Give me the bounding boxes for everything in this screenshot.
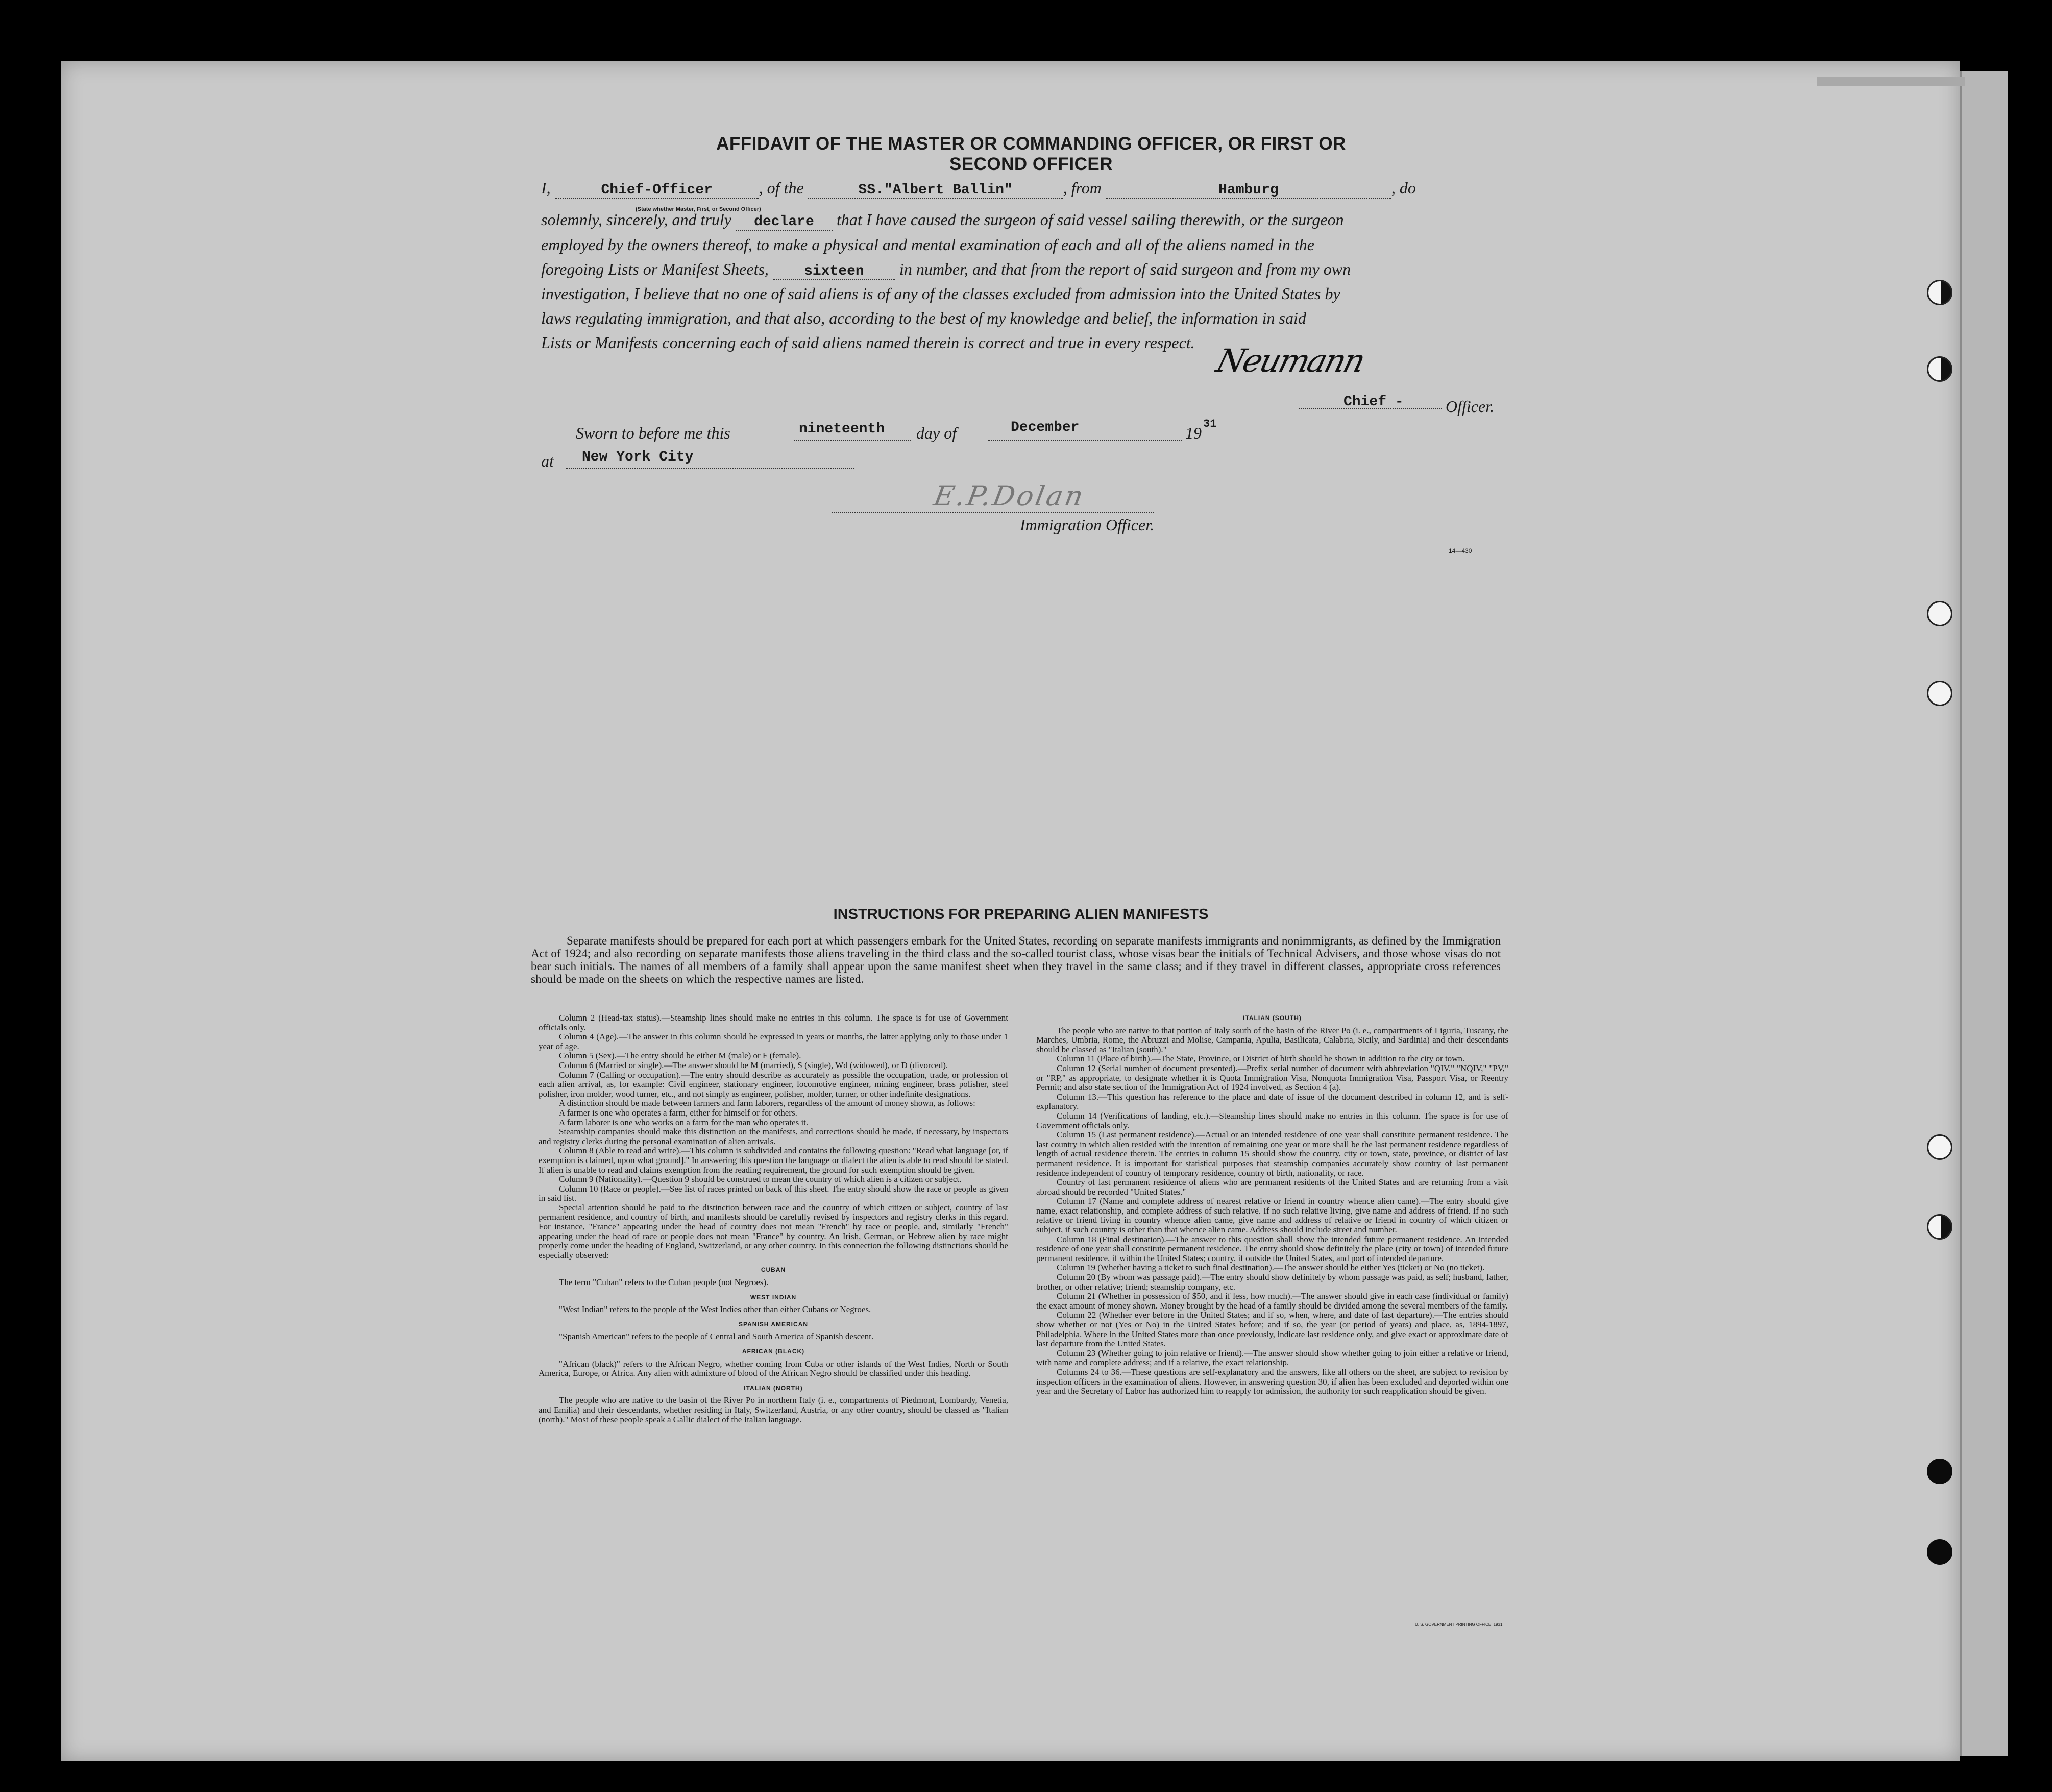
text-foregoing: foregoing Lists or Manifest Sheets, [541,260,769,278]
year-prefix: 19 [1185,424,1202,442]
right-paragraph: The people who are native to that portion of Italy south of the basin of the River Po (i. e., compartments of Liguria, Tuscany, the Marches, Umbria, Rome, the Abruzzi and Molise, Campania, Apulia, Basilicata, Calabria, Sicily, and Sardinia) and their descendants should be classed as "Italian (south)." [1036,1025,1508,1054]
printer-line: U. S. GOVERNMENT PRINTING OFFICE: 1931 [1415,1622,1503,1627]
form-number: 14—430 [1449,547,1472,554]
instructions-right-column [1036,1013,1508,1396]
month-field: December [1011,420,1080,435]
binder-hole-7 [1927,1459,1952,1484]
officer-rank-field: Chief - [1343,394,1404,410]
master-signature: Neumann [1212,342,1369,379]
binder-hole-1 [1927,280,1952,305]
affidavit-line-4 [541,260,1351,280]
left-paragraph: Column 2 (Head-tax status).—Steamship lines should make no entries in this column. The space is for use of Government officials only. [539,1013,1008,1032]
italian-north-text: The people who are native to the basin of the River Po in northern Italy (i. e., compartments of Piedmont, Lombardy, Venetia, and Emilia) and their descendants, whether residing in Italy, Switzerland, Austria, or any other country, should be classed as "Italian (north)." Most of these people speak a Gallic dialect of the Italian language. [539,1395,1008,1424]
text-i: I, [541,179,551,197]
spanish-american-text: "Spanish American" refers to the people of Central and South America of Spanish descent. [559,1331,874,1342]
left-paragraph: Special attention should be paid to the distinction between race and the country of which citizen or subject, country of last permanent residence, and country of birth, and manifests should be carefully revised by inspectors and registry clerks in this regard. For instance, "France" appearing under the head of country does not mean "French" by race or people, and, similarly "French" appearing under the head of race or people does not mean "France" by country. An Irish, German, or Hebrew alien by race might properly come under the heading of England, Switzerland, or any other country. In this connection the following distinctions should be especially observed: [539,1202,1008,1260]
at-label: at [541,452,554,470]
right-paragraph: Column 14 (Verifications of landing, etc.).—Steamship lines should make no entries in this column. The space is for use of Government officials only. [1036,1110,1508,1130]
left-paragraph: A farm laborer is one who works on a farm for the man who operates it. [559,1117,809,1127]
italian-north-heading: ITALIAN (NORTH) [744,1384,803,1392]
vessel-field: SS."Albert Ballin" [808,182,1063,199]
binder-hole-3 [1927,601,1952,626]
right-paragraph: Column 17 (Name and complete address of nearest relative or friend in country whence alien came).—The entry should give name, exact relationship, and complete address of such relative. If no such relative living, give name and address of friend. If no such relative or friend living in country whence alien came, give name and address of relative or friend in country of which citizen or subject, if such country is other than that whence alien came. Address should include street and number. [1036,1196,1508,1235]
right-paragraph: Column 18 (Final destination).—The answer to this question shall show the intended future permanent residence. An intended residence of one year shall constitute permanent residence. The entry should show definitely the place (city or town) of intended future permanent residence, if within the United States; country, if outside the United States, and port of intended departure. [1036,1234,1508,1263]
binder-hole-2 [1927,356,1952,382]
port-field: Hamburg [1106,182,1391,199]
text-laws: laws regulating immigration, and that also, according to the best of my knowledge and belief, the information in said [541,309,1306,327]
rank-note: (State whether Master, First, or Second Officer) [636,206,761,212]
affidavit-line-6 [541,309,1306,328]
month-line [988,440,1182,441]
left-paragraph: Column 9 (Nationality).—Question 9 should be construed to mean the country of which alien is a citizen or subject. [559,1174,962,1184]
page-edge-top [1817,77,1965,86]
text-solemnly: solemnly, sincerely, and truly [541,210,731,229]
sheets-field: sixteen [773,263,895,280]
left-paragraph: Column 4 (Age).—The answer in this column should be expressed in years or months, the latter applying only to those under 1 year of age. [539,1032,1008,1051]
right-paragraph: Column 20 (By whom was passage paid).—The entry should show definitely by whom passage was paid, as self; husband, father, brother, or other relative; friend; steamship company, etc. [1036,1272,1508,1292]
affidavit-line-1: I, Chief-Officer , of the SS."Albert Ballin" , from Hamburg , do [541,179,1416,198]
instructions-title: INSTRUCTIONS FOR PREPARING ALIEN MANIFESTS [833,906,1209,923]
left-paragraph: A distinction should be made between farmers and farm laborers, regardless of the amount of money shown, as follows: [559,1098,975,1108]
rank-field: Chief-Officer [555,182,759,199]
cuban-heading: CUBAN [761,1266,786,1274]
left-paragraph: Column 6 (Married or single).—The answer should be M (married), S (single), Wd (widowed), or D (divorced). [559,1060,948,1070]
left-paragraph: Column 10 (Race or people).—See list of races printed on back of this sheet. The entry should show the race or people as given in said list. [539,1183,1008,1203]
right-paragraph: Columns 24 to 36.—These questions are self-explanatory and the answers, like all others on the sheet, are subject to revision by inspection officers in the examination of aliens. However, in answering question 30, if alien has been excluded and deported within one year and the Secretary of Labor has authorized him to reapply for admission, the authority for such reapplication should be given. [1036,1367,1508,1396]
affidavit-line-7 [541,333,1195,352]
left-paragraph: Column 5 (Sex).—The entry should be either M (male) or F (female). [559,1051,801,1061]
text-lists: Lists or Manifests concerning each of said aliens named therein is correct and true in every respect. [541,333,1195,352]
binder-hole-4 [1927,681,1952,706]
left-paragraph: A farmer is one who operates a farm, either for himself or for others. [559,1107,797,1118]
right-paragraph: Column 11 (Place of birth).—The State, Province, or District of birth should be shown in addition to the city or town. [1057,1054,1465,1064]
affidavit-title: AFFIDAVIT OF THE MASTER OR COMMANDING OFFICER, OR FIRST OR SECOND OFFICER [716,134,1346,174]
binder-hole-8 [1927,1539,1952,1565]
text-do: do [1399,179,1416,197]
place-line [566,468,854,469]
right-paragraph: Column 15 (Last permanent residence).—Actual or an intended residence of one year shall constitute permanent residence. The last country in which alien resided with the intention of remaining one year or more shall be the last permanent residence regardless of length of actual residence therein. The entries in column 15 should show the country, city or town, state, province, or district of last permanent residence. It is important for statistical purposes that steamship companies accurately show country of last permanent residence independent of country of temporary residence, country of birth, nationality, or race. [1036,1130,1508,1178]
affidavit-line-3 [541,235,1314,254]
page-edge [1960,71,2008,1756]
sworn-text: Sworn to before me this [576,424,730,442]
left-paragraph: Column 8 (Able to read and write).—This column is subdivided and contains the following question: "Read what language [or, if exemption is claimed, upon what ground]." In answering this question the language or dialect the alien is able to read should be stated. If alien is unable to read and claims exemption from the reading requirement, the ground for such exemption should be given. [539,1146,1008,1175]
right-paragraph: Column 22 (Whether ever before in the United States; and if so, when, where, and date of last departure).—The entries should show whether or not (Yes or No) in the United States before; and if so, the year (or period of years) and place, as, 1894-1897, Philadelphia. Where in the United States more than once previously, indicate last residence only, and give exact or approximate date of last departure from the United States. [1036,1310,1508,1349]
cuban-text: The term "Cuban" refers to the Cuban people (not Negroes). [559,1277,769,1288]
text-in-number: in number, and that from the report of said surgeon and from my own [899,260,1351,278]
right-paragraph: Column 23 (Whether going to join relative or friend).—The answer should show whether going to join either a relative or friend, with name and complete address; and if a relative, the exact relationship. [1036,1348,1508,1368]
instructions-left-column [539,1013,1008,1424]
text-of-the: of the [767,179,804,197]
immigration-signature: E.P.Dolan [931,480,1088,512]
affidavit-line-5 [541,284,1340,303]
immigration-signature-line [832,512,1154,513]
african-heading: AFRICAN (BLACK) [742,1348,805,1355]
declare-field: declare [736,214,833,231]
west-indian-text: "West Indian" refers to the people of the West Indies other than either Cubans or Negroes. [559,1304,871,1315]
day-field: nineteenth [799,421,885,437]
west-indian-heading: WEST INDIAN [750,1293,797,1301]
officer-suffix: Officer. [1446,397,1495,416]
place-field: New York City [582,449,694,465]
text-from: from [1071,179,1102,197]
left-paragraph: Steamship companies should make this distinction on the manifests, and corrections should be made, if necessary, by inspectors and registry clerks during the personal examination of alien arrivals. [539,1127,1008,1146]
text-employed: employed by the owners thereof, to make a physical and mental examination of each and all of the aliens named in the [541,235,1314,254]
right-paragraph: Column 13.—This question has reference to the place and date of issue of the document described in column 12, and is self-explanatory. [1036,1092,1508,1111]
instructions-intro: Separate manifests should be prepared for each port at which passengers embark for the United States, recording on separate manifests immigrants and nonimmigrants, as defined by the Immigration Act of 1924; and also recording on separate manifests those aliens traveling in the third class and the so-called tourist class, whose visas bear the initials of Technical Advisers, and those whose visas do not bear such initials. The names of all members of a family shall appear upon the same manifest sheet when they travel in the same class; and if they travel in different classes, appropriate cross references should be made on the sheets on which the respective names are listed. [531,934,1501,985]
right-paragraph: Column 19 (Whether having a ticket to such final destination).—The answer should be either Yes (ticket) or No (no ticket). [1057,1263,1485,1273]
binder-hole-6 [1927,1214,1952,1240]
year-field: 31 [1203,418,1217,430]
spanish-american-heading: SPANISH AMERICAN [738,1320,808,1328]
day-line [794,440,911,441]
immigration-officer-label: Immigration Officer. [1020,516,1155,534]
text-investigation: investigation, I believe that no one of said aliens is of any of the classes excluded from admission into the United States by [541,284,1340,303]
left-paragraph: Column 7 (Calling or occupation).—The entry should describe as accurately as possible the occupation, trade, or profession of each alien arrival, as, for example: Civil engineer, stationary engineer, locomotive engineer, mining engineer, brass polisher, steel polisher, iron molder, wood turner, etc., and not simply as engineer, polisher, molder, turner, or other indefinite designations. [539,1070,1008,1099]
day-of-text: day of [916,424,957,442]
right-paragraph: Country of last permanent residence of aliens who are permanent residents of the United States and are returning from a visit abroad should be recorded "United States." [1036,1177,1508,1197]
african-text: "African (black)" refers to the African Negro, whether coming from Cuba or other islands of the West Indies, North or South America, Europe, or Africa. Any alien with admixture of blood of the African Negro should be classified under this heading. [539,1359,1008,1378]
right-paragraph: Column 21 (Whether in possession of $50, and if less, how much).—The answer should give in each case (individual or family) the exact amount of money shown. Money brought by the head of a family should be divided among the several members of the family. [1036,1291,1508,1311]
right-paragraph: Column 12 (Serial number of document presented).—Prefix serial number of document with abbreviation "QIV," "NQIV," "PV," or "RP," as appropriate, to designate whether it is Quota Immigration Visa, Nonquota Immigration Visa, Passport Visa, or Reentry Permit; and also state section of the Immigration Act of 1924 involved, as Section 4 (a). [1036,1063,1508,1093]
affidavit-line-2 [541,210,1344,231]
binder-hole-5 [1927,1134,1952,1160]
italian-south-heading: ITALIAN (SOUTH) [1243,1014,1302,1022]
text-caused-surgeon: that I have caused the surgeon of said vessel sailing therewith, or the surgeon [836,210,1344,229]
